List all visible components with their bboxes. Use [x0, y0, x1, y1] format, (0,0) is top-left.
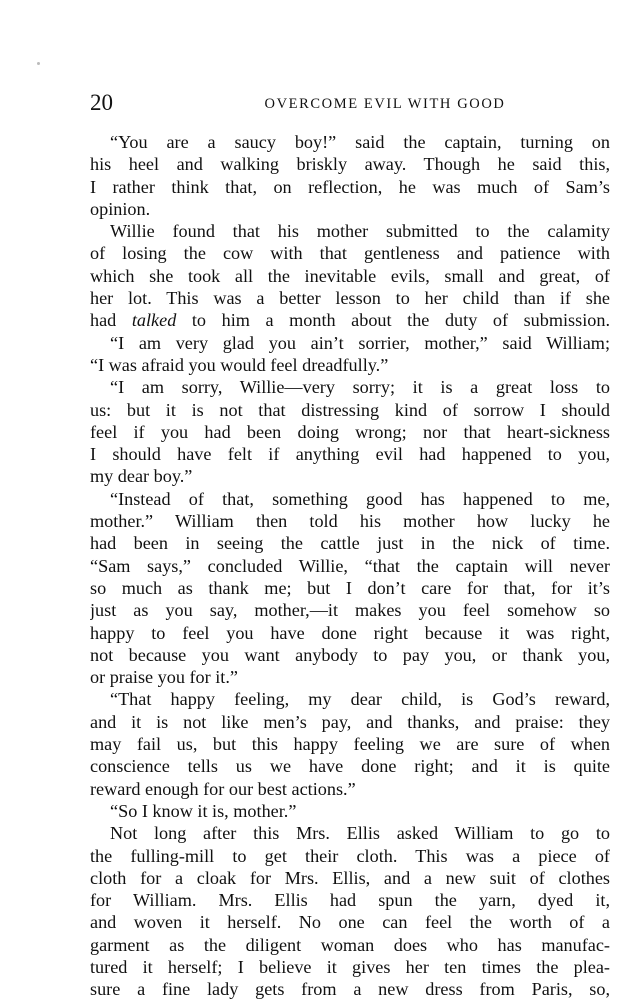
text-line: Willie found that his mother submitted to the calamity	[110, 221, 610, 242]
text-line: I should have felt if anything evil had happened to you,	[90, 444, 610, 465]
text-line: which she took all the inevitable evils, small and great, of	[90, 265, 610, 286]
text-line: I rather think that, on reflection, he was much of Sam’s	[90, 176, 610, 197]
text-line: “I was afraid you would feel dreadfully.”	[90, 354, 389, 375]
text-line: feel if you had been doing wrong; nor that heart-sickness	[90, 421, 610, 442]
emphasized-word: talked	[131, 310, 177, 331]
text-line: my dear boy.”	[90, 466, 193, 487]
text-line: reward enough for our best actions.”	[90, 778, 356, 799]
text-line: happy to feel you have done right because it was right,	[90, 622, 610, 643]
text-line: Not long after this Mrs. Ellis asked William to go to	[110, 823, 610, 844]
text-line: so much as thank me; but I don’t care for that, for it’s	[90, 577, 610, 598]
text-line: his heel and walking briskly away. Though he said this,	[90, 154, 610, 175]
text-line: had been in seeing the cattle just in the nick of time.	[90, 533, 610, 554]
text-line: “I am very glad you ain’t sorrier, mother,” said William;	[110, 332, 610, 353]
paper-speck	[37, 62, 40, 65]
text-line: sure a fine lady gets from a new dress from Paris, so,	[90, 979, 610, 1000]
text-line: “Instead of that, something good has happened to me,	[110, 488, 610, 509]
text-line: “Sam says,” concluded Willie, “that the captain will never	[90, 555, 610, 576]
text-segment: to him a month about the duty of submission.	[176, 310, 610, 331]
page-header	[90, 90, 610, 118]
text-line: cloth for a cloak for Mrs. Ellis, and a new suit of clothes	[90, 867, 610, 888]
text-line: the fulling-mill to get their cloth. This was a piece of	[90, 845, 610, 866]
text-line: and it is not like men’s pay, and thanks, and praise: they	[90, 711, 610, 732]
text-line: mother.” William then told his mother how lucky he	[90, 511, 610, 532]
text-line	[90, 309, 610, 331]
text-line: for William. Mrs. Ellis had spun the yarn, dyed it,	[90, 890, 610, 911]
text-line: may fail us, but this happy feeling we are sure of when	[90, 734, 610, 755]
text-line: “You are a saucy boy!” said the captain, turning on	[110, 132, 610, 152]
text-line: “So I know it is, mother.”	[110, 800, 297, 821]
text-segment: had	[90, 310, 132, 331]
text-line: “I am sorry, Willie—very sorry; it is a great loss to	[110, 377, 610, 398]
text-line: not because you want anybody to pay you, or thank you,	[90, 644, 610, 665]
text-line: conscience tells us we have done right; and it is quite	[90, 756, 610, 777]
text-line: just as you say, mother,—it makes you feel somehow so	[90, 600, 610, 621]
text-line: opinion.	[90, 198, 151, 219]
text-line: and woven it herself. No one can feel the worth of a	[90, 912, 610, 933]
text-line: “That happy feeling, my dear child, is God’s reward,	[110, 689, 610, 710]
text-line: of losing the cow with that gentleness and patience with	[90, 243, 610, 264]
text-line: us: but it is not that distressing kind of sorrow I should	[90, 399, 610, 420]
body-text	[90, 131, 610, 1001]
text-line: tured it herself; I believe it gives her ten times the plea-	[90, 956, 610, 977]
text-line: her lot. This was a better lesson to her child than if she	[90, 288, 610, 309]
text-line: or praise you for it.”	[90, 667, 238, 688]
text-line: garment as the diligent woman does who has manufac-	[90, 934, 610, 955]
running-head: OVERCOME EVIL WITH GOOD	[264, 96, 506, 112]
page-number: 20	[90, 90, 113, 115]
